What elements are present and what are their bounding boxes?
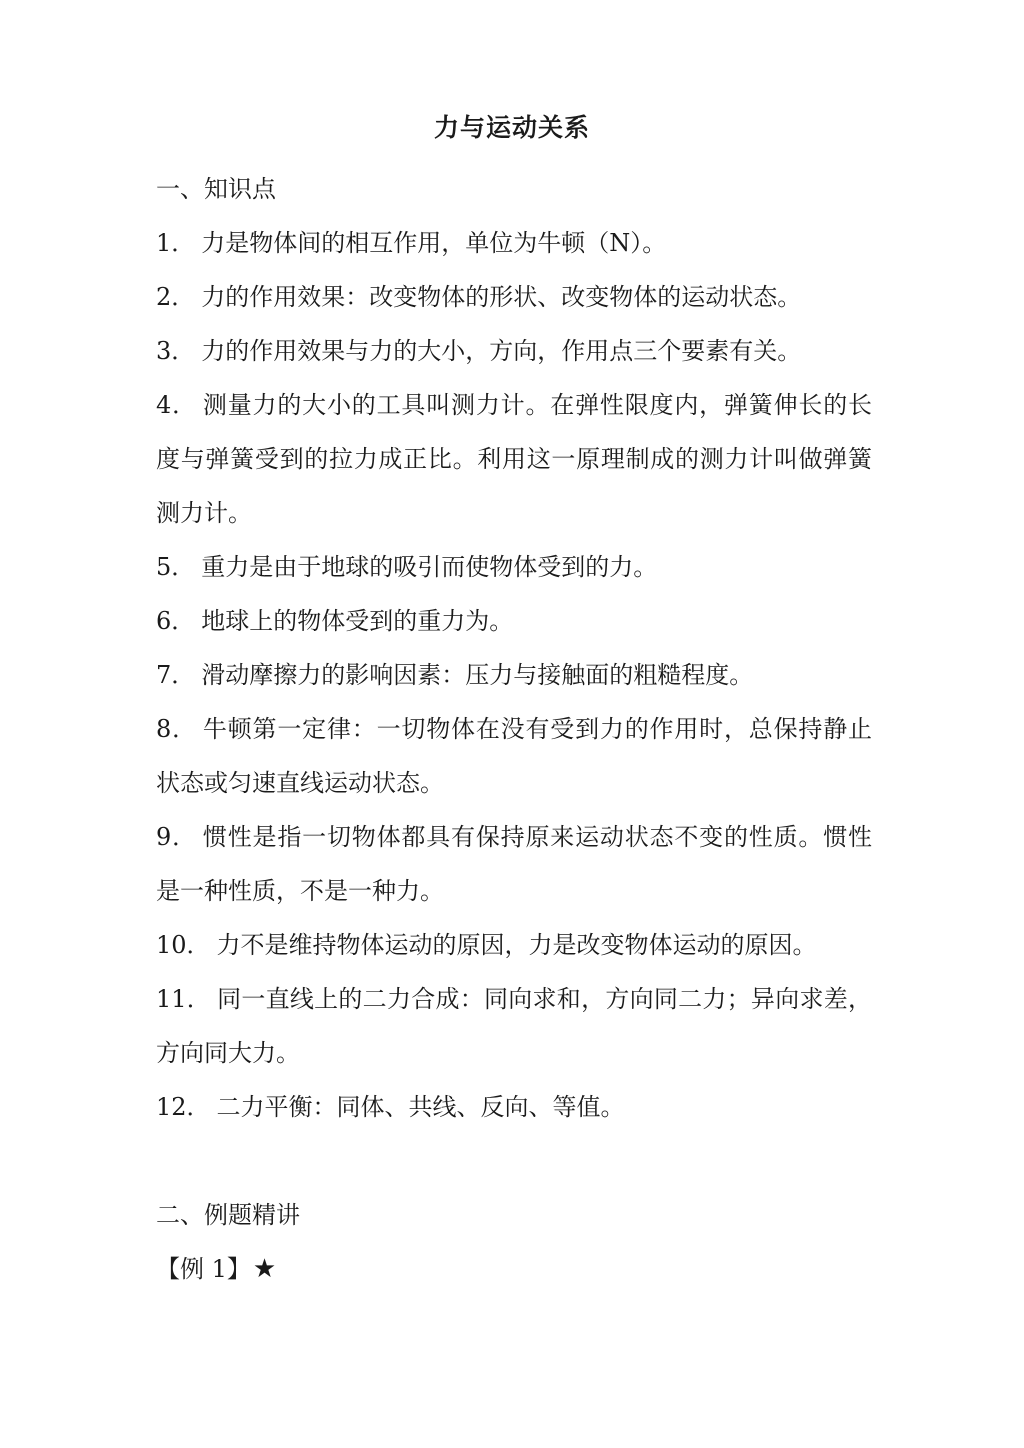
knowledge-item-4 [156,378,872,540]
item-text: 力的作用效果：改变物体的形状、改变物体的运动状态。 [201,283,802,311]
knowledge-item-11 [156,972,872,1080]
item-number: 5． [156,553,196,581]
item-number: 8． [156,715,197,743]
item-text: 二力平衡：同体、共线、反向、等值。 [216,1093,625,1121]
knowledge-item-8 [156,702,872,810]
item-number: 6． [156,607,196,635]
item-number: 4． [156,391,197,419]
item-text: 牛顿第一定律：一切物体在没有受到力的作用时，总保持静止状态或匀速直线运动状态。 [156,715,873,797]
section-heading-knowledge: 一、知识点 [156,175,276,203]
item-number: 2． [156,283,196,311]
item-text: 重力是由于地球的吸引而使物体受到的力。 [201,553,658,581]
item-text: 力不是维持物体运动的原因，力是改变物体运动的原因。 [216,931,817,959]
knowledge-item-2 [156,270,872,324]
document-body [156,162,872,1296]
item-text: 地球上的物体受到的重力为。 [201,607,514,635]
item-number: 7． [156,661,196,689]
knowledge-item-6 [156,594,872,648]
item-text: 滑动摩擦力的影响因素：压力与接触面的粗糙程度。 [201,661,754,689]
knowledge-item-9 [156,810,872,918]
item-number: 1． [156,229,196,257]
knowledge-item-5 [156,540,872,594]
item-text: 力是物体间的相互作用，单位为牛顿（N）。 [201,229,667,257]
knowledge-item-7 [156,648,872,702]
item-text: 同一直线上的二力合成：同向求和，方向同二力；异向求差，方向同大力。 [156,985,872,1067]
item-text: 惯性是指一切物体都具有保持原来运动状态不变的性质。惯性是一种性质，不是一种力。 [156,823,873,905]
item-number: 12． [156,1093,211,1121]
star-icon: ★ [252,1254,277,1284]
example-number: 【例 1】 [156,1255,251,1283]
knowledge-item-3 [156,324,872,378]
knowledge-item-1 [156,216,872,270]
item-number: 9． [156,823,197,851]
document-title: 力与运动关系 [433,113,590,142]
item-number: 3． [156,337,196,365]
item-text: 测量力的大小的工具叫测力计。在弹性限度内，弹簧伸长的长度与弹簧受到的拉力成正比。利用这一原理制成的测力计叫做弹簧测力计。 [156,391,873,527]
item-number: 11． [156,985,212,1013]
knowledge-item-12 [156,1080,872,1134]
item-text: 力的作用效果与力的大小，方向，作用点三个要素有关。 [201,337,802,365]
section-spacer [156,1134,872,1188]
section-heading-examples: 二、例题精讲 [156,1201,300,1229]
knowledge-item-10 [156,918,872,972]
example-1-label [156,1242,872,1296]
item-number: 10． [156,931,211,959]
